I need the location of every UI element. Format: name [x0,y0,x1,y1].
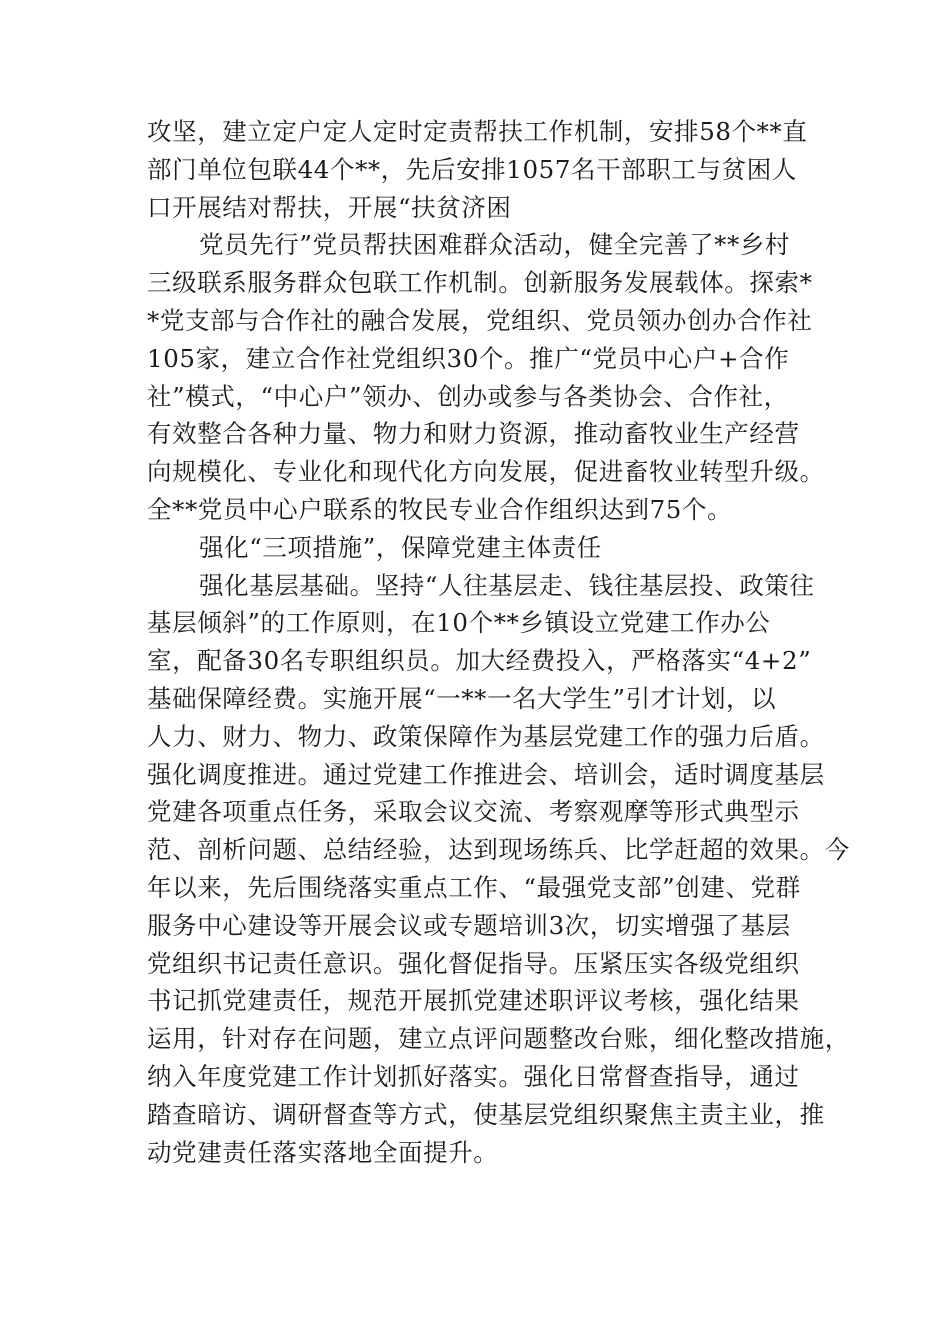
text-line: 有效整合各种力量、物力和财力资源，推动畜牧业生产经营 [147,419,800,449]
text-line: 纳入年度党建工作计划抓好落实。强化日常督查指导，通过 [147,1061,800,1091]
text-line: 党组织书记责任意识。强化督促指导。压紧压实各级党组织 [147,948,800,978]
text-line: 书记抓党建责任，规范开展抓党建述职评议考核，强化结果 [147,986,800,1016]
text-line: 室，配备30名专职组织员。加大经费投入，严格落实“4+2” [147,646,812,676]
section-heading: 强化“三项措施”，保障党建主体责任 [199,532,602,562]
text-line: 口开展结对帮扶，开展“扶贫济困 [147,192,512,222]
text-line: 动党建责任落实落地全面提升。 [147,1137,499,1167]
body-text [147,113,850,1171]
text-line: 基础保障经费。实施开展“一**一名大学生”引才计划，以 [147,683,777,713]
text-line: *党支部与合作社的融合发展，党组织、党员领办创办合作社 [147,305,813,335]
text-line: 服务中心建设等开展会议或专题培训3次，切实增强了基层 [147,910,791,940]
text-line: 基层倾斜”的工作原则，在10个**乡镇设立党建工作办公 [147,608,771,638]
text-line: 部门单位包联44个**，先后安排1057名干部职工与贫困人 [147,154,797,184]
text-line: 105家，建立合作社党组织30个。推广“党员中心户+合作 [147,343,790,373]
text-line: 范、剖析问题、总结经验，达到现场练兵、比学赶超的效果。今 [147,835,850,865]
text-line: 踏查暗访、调研督查等方式，使基层党组织聚焦主责主业，推 [147,1099,825,1129]
text-line: 三级联系服务群众包联工作机制。创新服务发展载体。探索* [147,268,813,298]
text-line: 攻坚，建立定户定人定时定责帮扶工作机制，安排58个**直 [147,117,808,146]
text-line: 运用，针对存在问题，建立点评问题整改台账，细化整改措施， [147,1024,850,1054]
text-line: 党建各项重点任务，采取会议交流、考察观摩等形式典型示 [147,797,800,827]
text-line: 社”模式，“中心户”领办、创办或参与各类协会、合作社， [147,381,789,411]
text-line: 强化调度推进。通过党建工作推进会、培训会，适时调度基层 [147,759,825,789]
text-line: 人力、财力、物力、政策保障作为基层党建工作的强力后盾。 [147,721,825,751]
text-line: 向规模化、专业化和现代化方向发展，促进畜牧业转型升级。 [147,457,825,487]
text-line: 年以来，先后围绕落实重点工作、“最强党支部”创建、党群 [147,872,801,902]
text-line: 强化基层基础。坚持“人往基层走、钱往基层投、政策往 [199,570,815,600]
text-line: 全**党员中心户联系的牧民专业合作组织达到75个。 [147,494,733,524]
text-line: 党员先行”党员帮扶困难群众活动，健全完善了**乡村 [199,230,791,260]
